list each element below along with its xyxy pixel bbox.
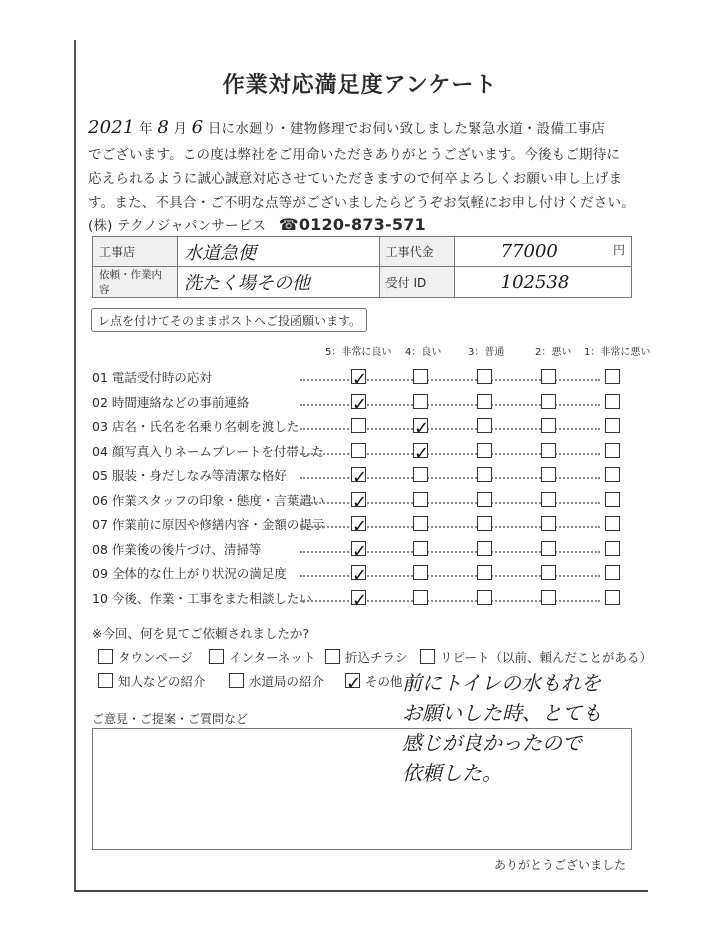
check-mark-icon: ✓ bbox=[352, 393, 368, 415]
check-mark-icon: ✓ bbox=[352, 491, 368, 513]
check-mark-icon: ✓ bbox=[352, 589, 368, 611]
source-option-label: タウンページ bbox=[118, 650, 193, 665]
rating-checkbox-4[interactable] bbox=[413, 394, 428, 409]
rating-checkbox-1[interactable] bbox=[605, 418, 620, 433]
scale-1: 1：非常に悪い bbox=[584, 347, 651, 358]
source-option-label: その他（ bbox=[365, 674, 416, 689]
rating-checkbox-4[interactable] bbox=[413, 590, 428, 605]
rating-checkbox-3[interactable] bbox=[477, 541, 492, 556]
page-title: 作業対応満足度アンケート bbox=[222, 73, 498, 98]
rating-checkbox-2[interactable] bbox=[541, 541, 556, 556]
id-cell bbox=[454, 267, 631, 298]
source-checkbox[interactable] bbox=[229, 673, 244, 688]
rating-checkbox-2[interactable] bbox=[541, 565, 556, 580]
rating-checkbox-3[interactable] bbox=[477, 418, 492, 433]
rating-checkbox-4[interactable] bbox=[413, 442, 430, 464]
rating-checkbox-1[interactable] bbox=[605, 516, 620, 531]
rating-checkbox-1[interactable] bbox=[605, 467, 620, 482]
date-year-unit: 年 bbox=[139, 121, 153, 137]
source-checkbox[interactable] bbox=[345, 673, 362, 694]
rating-checkbox-4[interactable] bbox=[413, 516, 428, 531]
check-mark-icon: ✓ bbox=[414, 418, 430, 439]
rating-checkbox-3[interactable] bbox=[477, 443, 492, 458]
check-mark-icon: ✓ bbox=[352, 565, 368, 586]
check-mark-icon: ✓ bbox=[352, 516, 368, 537]
rating-checkbox-3[interactable] bbox=[477, 369, 492, 384]
date-month-unit: 月 bbox=[173, 121, 188, 137]
rating-checkbox-3[interactable] bbox=[477, 516, 492, 531]
rating-checkbox-2[interactable] bbox=[541, 516, 556, 531]
company-line bbox=[88, 214, 426, 234]
rating-checkbox-1[interactable] bbox=[605, 443, 620, 458]
company-phone: ☎0120-873-571 bbox=[278, 215, 426, 234]
comment-line-2: お願いした時、とても bbox=[402, 701, 602, 725]
rating-checkbox-4[interactable] bbox=[413, 565, 428, 580]
rating-checkbox-5[interactable] bbox=[351, 418, 366, 433]
rating-checkbox-4[interactable] bbox=[413, 418, 430, 439]
intro-line-1-rest: 日に水廻り・建物修理でお伺い致しました緊急水道・設備工事店 bbox=[207, 121, 606, 137]
work-value: 洗たく場その他 bbox=[178, 267, 380, 298]
check-mark-icon: ✓ bbox=[352, 467, 368, 488]
cost-value: 77000 bbox=[500, 241, 558, 262]
question-label: 04 顔写真入りネームプレートを付帯した bbox=[92, 443, 324, 459]
rating-checkbox-1[interactable] bbox=[605, 492, 620, 507]
rating-checkbox-3[interactable] bbox=[477, 565, 492, 580]
date-day: 6 bbox=[191, 117, 204, 138]
rating-checkbox-4[interactable] bbox=[413, 492, 428, 507]
question-label: 01 電話受付時の応対 bbox=[92, 370, 212, 385]
rating-checkbox-5[interactable] bbox=[351, 540, 368, 562]
question-label: 02 時間連絡などの事前連絡 bbox=[92, 394, 250, 410]
rating-checkbox-5[interactable] bbox=[351, 443, 366, 458]
closing-text: ありがとうございました bbox=[494, 858, 627, 872]
rating-checkbox-1[interactable] bbox=[605, 369, 620, 384]
rating-checkbox-1[interactable] bbox=[605, 541, 620, 556]
rating-checkbox-3[interactable] bbox=[477, 467, 492, 482]
question-label: 07 作業前に原因や修繕内容・金額の提示 bbox=[92, 517, 325, 532]
question-label: 06 作業スタッフの印象・態度・言葉遣い bbox=[92, 492, 325, 508]
check-mark-icon: ✓ bbox=[352, 369, 368, 390]
source-checkbox[interactable] bbox=[325, 649, 340, 664]
shop-label: 工事店 bbox=[93, 237, 178, 267]
rating-checkbox-5[interactable] bbox=[351, 369, 368, 390]
scale-4: 4：良い bbox=[405, 347, 442, 358]
rating-checkbox-5[interactable] bbox=[351, 393, 368, 415]
intro-line-1 bbox=[88, 117, 605, 138]
intro-line-2: でございます。この度は弊社をご用命いただきありがとうございます。今後もご期待に bbox=[88, 147, 621, 163]
question-label: 05 服装・身だしなみ等清潔な格好 bbox=[92, 468, 287, 483]
source-checkbox[interactable] bbox=[420, 649, 435, 664]
rating-checkbox-2[interactable] bbox=[541, 443, 556, 458]
company-name: (株) テクノジャパンサービス bbox=[88, 218, 267, 234]
rating-checkbox-5[interactable] bbox=[351, 589, 368, 611]
source-option-label: 水道局の紹介 bbox=[249, 674, 325, 689]
comment-line-3: 感じが良かったので bbox=[402, 731, 582, 755]
check-mark-icon: ✓ bbox=[414, 442, 430, 464]
rating-checkbox-1[interactable] bbox=[605, 565, 620, 580]
cost-cell bbox=[454, 237, 631, 267]
rating-checkbox-2[interactable] bbox=[541, 492, 556, 507]
comment-line-1: 前にトイレの水もれを bbox=[402, 671, 601, 695]
info-table bbox=[92, 236, 632, 298]
source-option-label: 知人などの紹介 bbox=[118, 674, 206, 689]
source-checkbox[interactable] bbox=[98, 649, 113, 664]
rating-checkbox-4[interactable] bbox=[413, 369, 428, 384]
rating-checkbox-2[interactable] bbox=[541, 394, 556, 409]
rating-checkbox-2[interactable] bbox=[541, 590, 556, 605]
source-question: ※今回、何を見てご依頼されましたか? bbox=[92, 626, 310, 641]
work-label: 依頼・作業内容 bbox=[93, 267, 178, 298]
rating-checkbox-3[interactable] bbox=[477, 394, 492, 409]
date-year: 2021 bbox=[88, 117, 135, 138]
intro-line-3: 応えられるように誠心誠意対応させていただきますので何卒よろしくお願い申し上げま bbox=[88, 171, 623, 187]
check-mark-icon: ✓ bbox=[346, 673, 362, 694]
question-label: 03 店名・氏名を名乗り名刺を渡した bbox=[92, 419, 300, 434]
rating-checkbox-1[interactable] bbox=[605, 394, 620, 409]
check-mark-icon: ✓ bbox=[352, 540, 368, 562]
rating-checkbox-5[interactable] bbox=[351, 467, 368, 488]
shop-value: 水道急便 bbox=[178, 237, 380, 267]
rating-checkbox-5[interactable] bbox=[351, 565, 368, 586]
question-label: 10 今後、作業・工事をまた相談したい bbox=[92, 590, 312, 606]
scale-5: 5：非常に良い bbox=[325, 347, 392, 358]
question-label: 08 作業後の後片づけ、清掃等 bbox=[92, 541, 262, 557]
rating-checkbox-2[interactable] bbox=[541, 369, 556, 384]
source-option-label: リピート（以前、頼んだことがある） bbox=[440, 650, 653, 665]
source-checkbox[interactable] bbox=[98, 673, 113, 688]
id-value: 102538 bbox=[500, 271, 570, 293]
source-option-label: 折込チラシ bbox=[345, 650, 408, 665]
cost-unit: 円 bbox=[612, 243, 625, 257]
id-label: 受付 ID bbox=[379, 267, 454, 298]
rating-checkbox-3[interactable] bbox=[477, 590, 492, 605]
source-checkbox[interactable] bbox=[209, 649, 224, 664]
scale-3: 3：普通 bbox=[468, 347, 505, 358]
rating-checkbox-2[interactable] bbox=[541, 467, 556, 482]
comment-line-4: 依頼した。 bbox=[402, 761, 502, 785]
rating-checkbox-4[interactable] bbox=[413, 467, 428, 482]
instruction-box: レ点を付けてそのままポストへご投函願います。 bbox=[91, 308, 367, 332]
handwritten-comment bbox=[402, 668, 662, 788]
rating-checkbox-2[interactable] bbox=[541, 418, 556, 433]
rating-checkbox-3[interactable] bbox=[477, 492, 492, 507]
rating-checkbox-5[interactable] bbox=[351, 516, 368, 537]
date-month: 8 bbox=[157, 117, 169, 138]
rating-checkbox-1[interactable] bbox=[605, 590, 620, 605]
intro-line-4: す。また、不具合・ご不明な点等がございましたらどうぞお気軽にお申し付けください。 bbox=[88, 195, 635, 211]
rating-checkbox-5[interactable] bbox=[351, 491, 368, 513]
rating-checkbox-4[interactable] bbox=[413, 541, 428, 556]
question-label: 09 全体的な仕上がり状況の満足度 bbox=[92, 566, 287, 581]
source-option-label: インターネット bbox=[229, 650, 316, 665]
comment-heading: ご意見・ご提案・ご質問など bbox=[92, 712, 249, 726]
scale-2: 2：悪い bbox=[535, 347, 572, 358]
cost-label: 工事代金 bbox=[379, 237, 454, 267]
